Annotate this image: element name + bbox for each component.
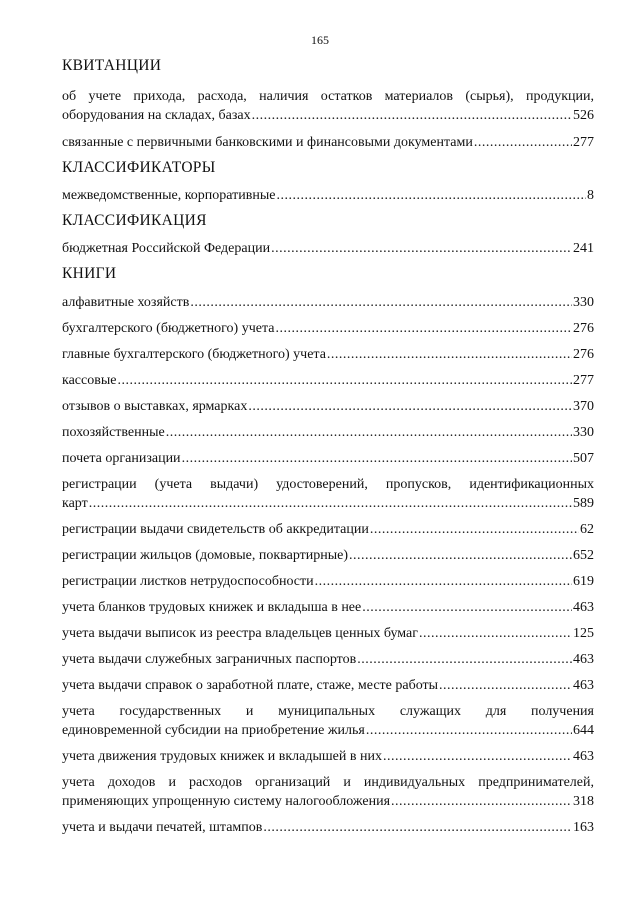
index-entry	[62, 520, 594, 539]
entry-page: 330	[573, 425, 594, 440]
entry-text: связанные с первичными банковскими и финансовыми документами	[62, 135, 473, 150]
dot-leader	[370, 520, 579, 539]
entry-text: учета выдачи выписок из реестра владельцев ценных бумаг	[62, 626, 418, 641]
entry-text: регистрации жильцов (домовые, поквартирные)	[62, 548, 349, 563]
dot-leader	[383, 747, 572, 766]
dot-leader	[349, 546, 572, 565]
index-entry	[62, 239, 594, 258]
index-entry	[62, 293, 594, 312]
entry-text: похозяйственные	[62, 425, 165, 440]
entry-page: 463	[573, 749, 594, 764]
entry-text: регистрации выдачи свидетельств об аккредитации	[62, 522, 369, 537]
index-entry	[62, 818, 594, 837]
entry-text: учета и выдачи печатей, штампов	[62, 820, 263, 835]
entry-text: учета движения трудовых книжек и вкладышей в них	[62, 749, 382, 764]
index-entry	[62, 650, 594, 669]
index-content	[62, 56, 594, 837]
entry-text: кассовые	[62, 373, 117, 388]
entry-page: 318	[573, 794, 594, 809]
dot-leader	[117, 371, 572, 390]
entry-text: отзывов о выставках, ярмарках	[62, 399, 248, 414]
dot-leader	[357, 650, 572, 669]
entry-page: 125	[573, 626, 594, 641]
entry-page: 8	[587, 188, 594, 203]
entry-page: 507	[573, 451, 594, 466]
index-entry	[62, 702, 594, 740]
entry-text: главные бухгалтерского (бюджетного) учета	[62, 347, 326, 362]
dot-leader	[362, 598, 572, 617]
dot-leader	[419, 624, 572, 643]
index-entry	[62, 676, 594, 695]
dot-leader	[276, 186, 586, 205]
entry-lead-line: учета государственных и муниципальных служащих для получения	[62, 704, 594, 719]
index-entry	[62, 475, 594, 513]
entry-lead-line: учета доходов и расходов организаций и индивидуальных предпринимателей,	[62, 775, 594, 790]
dot-leader	[391, 792, 572, 811]
entry-page: 652	[573, 548, 594, 563]
index-entry	[62, 747, 594, 766]
entry-page: 330	[573, 295, 594, 310]
page-number: 165	[311, 33, 329, 47]
entry-text: почета организации	[62, 451, 181, 466]
dot-leader	[439, 676, 572, 695]
entry-text: карт	[62, 496, 88, 511]
index-entry	[62, 345, 594, 364]
entry-page: 463	[573, 678, 594, 693]
dot-leader	[315, 572, 572, 591]
section-heading: КНИГИ	[62, 265, 117, 282]
index-entry	[62, 371, 594, 390]
entry-text: единовременной субсидии на приобретение жилья	[62, 723, 365, 738]
entry-page: 370	[573, 399, 594, 414]
entry-page: 276	[573, 347, 594, 362]
index-entry	[62, 87, 594, 125]
dot-leader	[89, 494, 572, 513]
entry-text: учета выдачи справок о заработной плате, стаже, месте работы	[62, 678, 439, 693]
dot-leader	[248, 397, 572, 416]
entry-text: бухгалтерского (бюджетного) учета	[62, 321, 275, 336]
entry-page: 589	[573, 496, 594, 511]
dot-leader	[182, 449, 572, 468]
section-heading: КЛАССИФИКАЦИЯ	[62, 212, 207, 229]
entry-text: учета выдачи служебных заграничных паспортов	[62, 652, 357, 667]
entry-lead-line: регистрации (учета выдачи) удостоверений, пропусков, идентификационных	[62, 477, 594, 492]
entry-page: 277	[573, 135, 594, 150]
section-heading: КЛАССИФИКАТОРЫ	[62, 159, 216, 176]
index-entry	[62, 319, 594, 338]
entry-text: оборудования на складах, базах	[62, 108, 251, 123]
dot-leader	[327, 345, 572, 364]
entry-text: бюджетная Российской Федерации	[62, 241, 271, 256]
entry-page: 163	[573, 820, 594, 835]
dot-leader	[366, 721, 572, 740]
index-entry	[62, 624, 594, 643]
index-entry	[62, 133, 594, 152]
entry-page: 62	[580, 522, 594, 537]
dot-leader	[166, 423, 572, 442]
dot-leader	[252, 106, 572, 125]
dot-leader	[474, 133, 572, 152]
entry-page: 463	[573, 600, 594, 615]
entry-page: 526	[573, 108, 594, 123]
index-entry	[62, 449, 594, 468]
entry-page: 644	[573, 723, 594, 738]
entry-text: алфавитные хозяйств	[62, 295, 190, 310]
entry-page: 463	[573, 652, 594, 667]
index-entry	[62, 186, 594, 205]
entry-text: регистрации листков нетрудоспособности	[62, 574, 314, 589]
entry-text: учета бланков трудовых книжек и вкладыша в нее	[62, 600, 362, 615]
index-entry	[62, 773, 594, 811]
index-entry	[62, 546, 594, 565]
entry-text: межведомственные, корпоративные	[62, 188, 276, 203]
dot-leader	[271, 239, 572, 258]
index-entry	[62, 423, 594, 442]
dot-leader	[190, 293, 572, 312]
index-entry	[62, 397, 594, 416]
index-entry	[62, 598, 594, 617]
dot-leader	[275, 319, 572, 338]
dot-leader	[263, 818, 572, 837]
index-entry	[62, 572, 594, 591]
entry-page: 619	[573, 574, 594, 589]
section-heading: КВИТАНЦИИ	[62, 57, 162, 74]
entry-page: 277	[573, 373, 594, 388]
entry-text: применяющих упрощенную систему налогообложения	[62, 794, 391, 809]
entry-lead-line: об учете прихода, расхода, наличия остатков материалов (сырья), продукции,	[62, 89, 594, 104]
entry-page: 241	[573, 241, 594, 256]
entry-page: 276	[573, 321, 594, 336]
